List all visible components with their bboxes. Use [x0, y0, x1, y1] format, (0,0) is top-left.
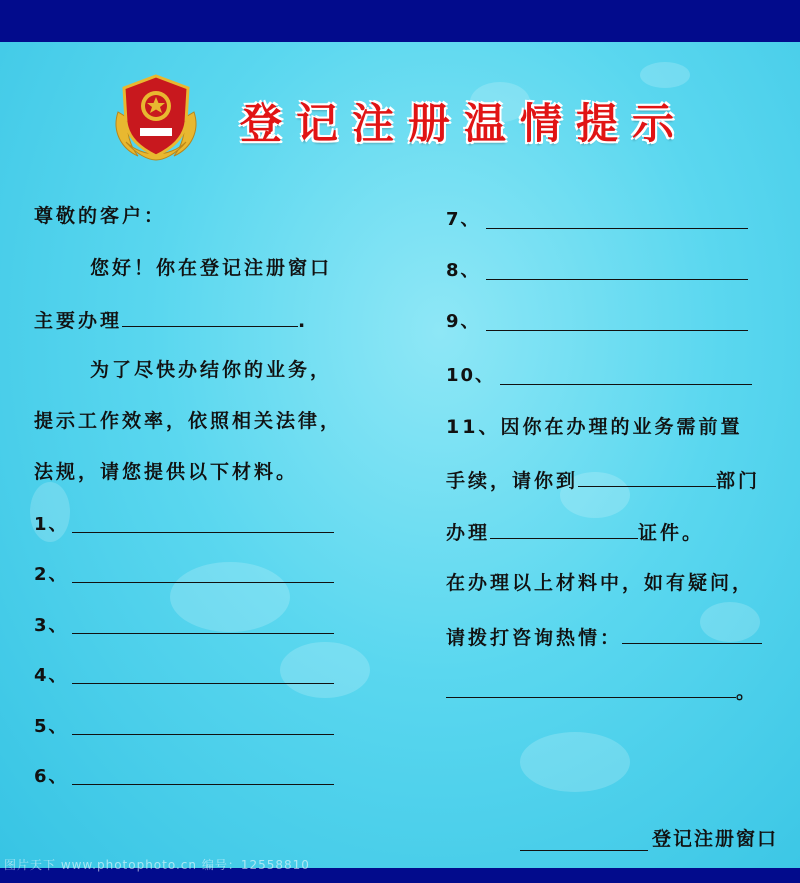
- item-11-line-3-suffix: 证件。: [638, 522, 705, 544]
- item-number-7: 7、: [446, 209, 481, 230]
- item-blank-3[interactable]: [72, 633, 334, 634]
- item-11-line-2-prefix: 手续，请你到: [446, 470, 579, 492]
- hotline-fill-blank[interactable]: [622, 623, 762, 644]
- consult-line-2: [446, 623, 762, 651]
- decor-petal: [280, 642, 370, 698]
- item-blank-10[interactable]: [500, 384, 752, 385]
- item-number-1: 1、: [34, 514, 69, 535]
- decor-petal: [640, 62, 690, 88]
- item-11-line-2-suffix: 部门: [716, 470, 761, 492]
- item-blank-5[interactable]: [72, 734, 334, 735]
- item-11-line-2: [446, 466, 760, 494]
- item-11-line-3: [446, 518, 704, 546]
- consult-line-3-suffix: 。: [736, 681, 759, 703]
- item-blank-2[interactable]: [72, 582, 334, 583]
- watermark-text: 图片天下 www.photophoto.cn 编号：12558810: [4, 858, 310, 872]
- intro-line-1: 您好！你在登记注册窗口: [90, 257, 333, 279]
- item-blank-4[interactable]: [72, 683, 334, 684]
- certificate-fill-blank[interactable]: [490, 518, 638, 539]
- intro-line-2-suffix: .: [298, 310, 309, 332]
- business-fill-blank[interactable]: [122, 306, 298, 327]
- para-2-line-1: 为了尽快办结你的业务，: [90, 359, 333, 381]
- item-number-5: 5、: [34, 716, 69, 737]
- greeting: 尊敬的客户：: [34, 205, 167, 227]
- item-number-2: 2、: [34, 564, 69, 585]
- signature-blank[interactable]: [520, 850, 648, 851]
- item-blank-7[interactable]: [486, 228, 748, 229]
- item-blank-6[interactable]: [72, 784, 334, 785]
- top-banner-bar: [0, 0, 800, 42]
- notice-poster: [0, 42, 800, 868]
- consult-line-2-text: 请拨打咨询热情：: [446, 627, 623, 649]
- signature-label: 登记注册窗口: [652, 828, 779, 850]
- intro-line-2: [34, 306, 308, 334]
- item-blank-9[interactable]: [486, 330, 748, 331]
- para-2-line-3: 法规，请您提供以下材料。: [34, 461, 299, 483]
- item-number-4: 4、: [34, 665, 69, 686]
- hotline-continuation-blank[interactable]: [446, 677, 736, 698]
- item-blank-1[interactable]: [72, 532, 334, 533]
- decor-petal: [520, 732, 630, 792]
- page-title: 登记注册温情提示: [240, 99, 689, 148]
- decor-petal: [170, 562, 290, 632]
- para-2-line-2: 提示工作效率，依照相关法律，: [34, 410, 343, 432]
- item-11-line-1: 11、因你在办理的业务需前置: [446, 416, 743, 438]
- item-number-8: 8、: [446, 260, 481, 281]
- consult-line-1: 在办理以上材料中，如有疑问，: [446, 572, 755, 594]
- administration-emblem-icon: [108, 72, 204, 164]
- department-fill-blank[interactable]: [578, 466, 716, 487]
- item-number-3: 3、: [34, 615, 69, 636]
- item-number-10: 10、: [446, 365, 496, 386]
- item-number-9: 9、: [446, 311, 481, 332]
- item-blank-8[interactable]: [486, 279, 748, 280]
- consult-line-3: [446, 677, 758, 705]
- item-number-6: 6、: [34, 766, 69, 787]
- intro-line-2-prefix: 主要办理: [34, 310, 123, 332]
- item-11-line-3-prefix: 办理: [446, 522, 491, 544]
